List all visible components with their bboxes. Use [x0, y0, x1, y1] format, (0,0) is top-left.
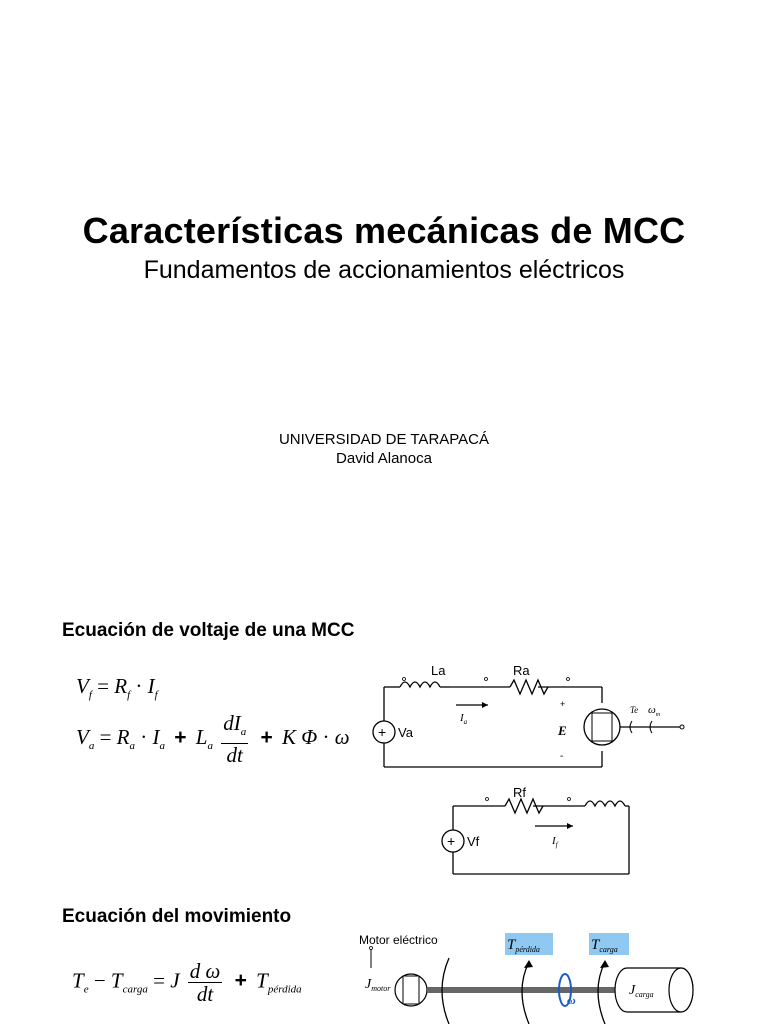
armature-circuit-diagram: [360, 655, 700, 775]
section-heading-motion: Ecuación del movimiento: [62, 906, 292, 927]
source-plus-sign: +: [378, 724, 387, 740]
page-subtitle: Fundamentos de accionamientos eléctricos: [143, 256, 625, 284]
label-omega: ω: [567, 993, 576, 1007]
label-vf: Vf: [467, 834, 480, 849]
equation-motion: $T_e - T_{carga} = J$ $\frac{\text{d ω}}{dt}$ + $T_{pérdida}$: [72, 959, 302, 1006]
inductor-lf: [585, 801, 625, 806]
author: David Alanoca: [336, 450, 432, 467]
label-jcarga: $J_{carga}$: [629, 983, 654, 999]
label-omega-m: $\omega_m$: [648, 704, 661, 718]
emf-minus-sign: -: [560, 751, 564, 762]
label-jmotor: $J_{motor}$: [365, 977, 391, 993]
inductor-la: [400, 682, 440, 687]
label-e: E: [558, 723, 567, 738]
label-va: Va: [398, 725, 413, 740]
label-la: La: [431, 663, 446, 678]
field-circuit-diagram: [435, 782, 635, 882]
label-ia: $I_a$: [460, 712, 468, 726]
label-motor-electrico: Motor eléctrico: [359, 933, 438, 947]
page-title: Características mecánicas de MCC: [82, 210, 686, 251]
section-heading-voltage: Ecuación de voltaje de una MCC: [62, 620, 355, 641]
emf-plus-sign: +: [560, 699, 566, 709]
label-te: Te: [630, 705, 639, 715]
motor-armature: [403, 976, 419, 1004]
label-rf: Rf: [513, 785, 526, 800]
mechanical-system-diagram: [355, 928, 700, 1024]
label-ra: Ra: [513, 663, 530, 678]
institution: UNIVERSIDAD DE TARAPACÁ: [278, 431, 490, 448]
equation-armature-voltage: $V_a = R_a \cdot I_a + L_a$ $\frac{dI_a}{dt}$ + K Φ · ω: [76, 711, 350, 768]
field-source-plus-sign: +: [447, 833, 456, 849]
author-block: [0, 430, 768, 468]
label-tcarga: $T_{carga}$: [591, 937, 618, 954]
label-tperdida: $T_{pérdida}$: [507, 937, 540, 954]
label-if: $I_f$: [552, 835, 558, 849]
equation-field-voltage: $V_f = R_f \cdot I_f$: [76, 674, 158, 702]
